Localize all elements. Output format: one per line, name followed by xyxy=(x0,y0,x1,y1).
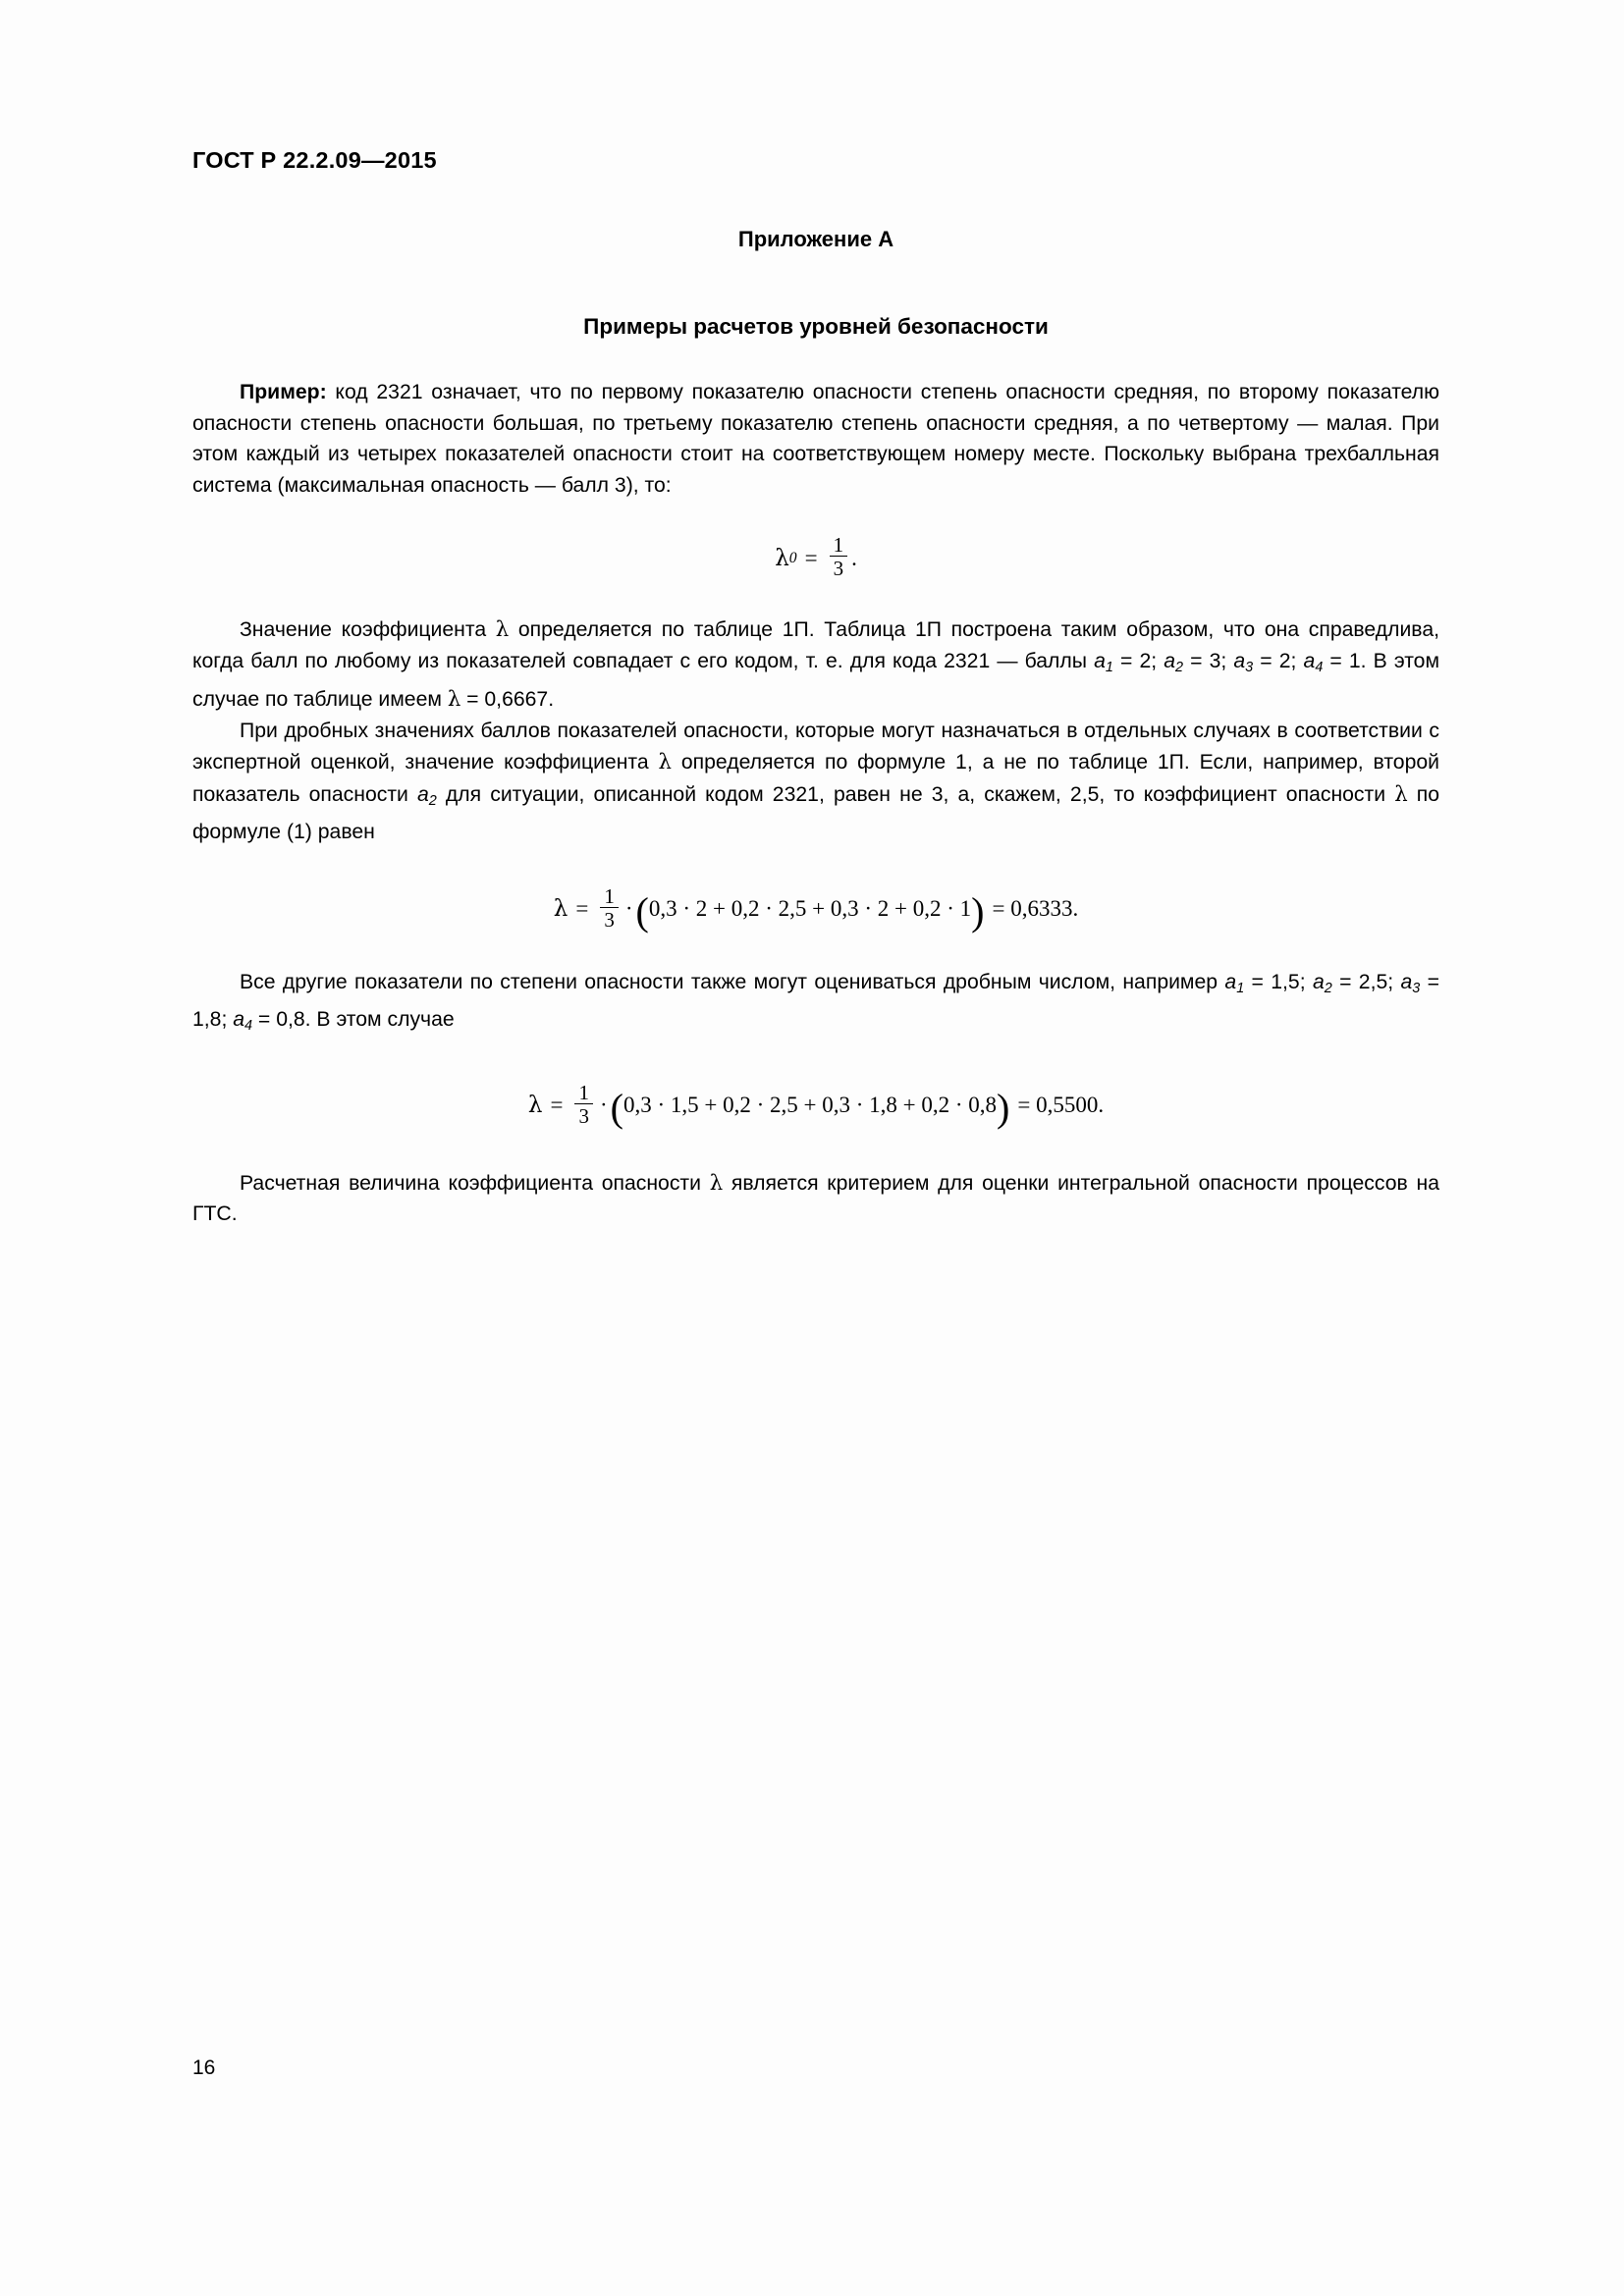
formula3-expression: 0,3 · 1,5 + 0,2 · 2,5 + 0,3 · 1,8 + 0,2 · 0,8 xyxy=(623,1093,998,1118)
p4-eq3: = 1,8; xyxy=(192,970,1439,1032)
lambda-symbol-2: λ xyxy=(447,686,461,712)
formula-lambda-6333: λ = $\frac{1}{3}$ · ( 0,3 · 2 + 0,2 · 2,5 + 0,3 · 2 + 0,2 · 1 ) = 0,6333. xyxy=(553,883,1079,934)
p4-a2-sub: 2 xyxy=(1324,980,1332,996)
p4-a3-sub: 3 xyxy=(1412,980,1421,996)
document-standard-code: ГОСТ Р 22.2.09—2015 xyxy=(192,147,437,173)
p3-a2-sub: 2 xyxy=(428,792,437,809)
formula3-numerator: 1 xyxy=(578,1080,589,1104)
appendix-label: Приложение А xyxy=(737,227,894,251)
page-number: 16 xyxy=(192,2056,216,2079)
lambda-symbol-3: λ xyxy=(658,749,672,774)
lambda-symbol: λ xyxy=(495,616,510,641)
paragraph-conclusion xyxy=(192,1167,1439,1230)
p4-a3: a xyxy=(1400,970,1413,993)
p2-a3: a xyxy=(1233,649,1246,672)
formula1-lhs-subscript: 0 xyxy=(788,549,797,566)
p4-eq1: = 1,5; xyxy=(1244,970,1313,993)
formula3-equals: = xyxy=(550,1093,564,1118)
formula2-result: = 0,6333. xyxy=(992,896,1079,922)
p4-text-1: Все другие показатели по степени опасности также могут оцениваться дробным числом, например xyxy=(240,970,1225,993)
p2-a4: a xyxy=(1303,649,1316,672)
p2-eq2: = 3; xyxy=(1183,649,1234,672)
formula1-lhs: λ xyxy=(775,545,789,571)
p4-a1-sub: 1 xyxy=(1236,980,1245,996)
p2-text-2: определяется по таблице 1П. Таблица 1П построена таким образом, что она справедлива, когда балл по любому из показателей совпадает с его кодом, т. е. для кода 2321 — баллы xyxy=(192,618,1439,672)
p4-a4-sub: 4 xyxy=(244,1018,253,1035)
formula3-lhs: λ xyxy=(527,1093,543,1119)
formula2-fraction xyxy=(600,883,619,932)
formula2-numerator: 1 xyxy=(604,883,615,908)
formula3-denominator: 3 xyxy=(574,1103,593,1127)
formula1-period: . xyxy=(851,545,857,570)
formula3-result: = 0,5500. xyxy=(1017,1093,1105,1118)
example-lead-label: Пример: xyxy=(240,381,327,403)
formula1-numerator: 1 xyxy=(833,533,844,557)
formula3-fraction xyxy=(574,1080,593,1128)
p4-a2: a xyxy=(1312,970,1325,993)
p3-text-2: определяется по формуле 1, а не по таблице 1П. Если, например, второй показатель опасности xyxy=(192,751,1439,806)
p4-a4: a xyxy=(233,1008,245,1032)
p2-eq4: = 1. В этом случае по таблице имеем xyxy=(192,649,1440,712)
p2-a4-sub: 4 xyxy=(1315,659,1324,675)
page-content xyxy=(192,147,1439,1230)
p2-eq1: = 2; xyxy=(1112,649,1164,672)
p2-a3-sub: 3 xyxy=(1245,659,1254,675)
formula-lambda-zero xyxy=(192,533,1439,580)
paragraph-table-reference xyxy=(192,614,1439,716)
paragraph-other-indicators xyxy=(192,967,1439,1042)
p2-text-1: Значение коэффициента xyxy=(240,618,496,641)
formula2-equals: = xyxy=(575,896,589,922)
lambda-symbol-4: λ xyxy=(1394,780,1408,806)
paragraph-fractional-scores xyxy=(192,716,1439,848)
p4-eq4: = 0,8. В этом случае xyxy=(252,1008,455,1032)
formula2-expression: 0,3 · 2 + 0,2 · 2,5 + 0,3 · 2 + 0,2 · 1 xyxy=(648,896,972,922)
formula1-equals: = xyxy=(804,545,818,570)
paragraph-example xyxy=(192,377,1439,501)
lambda-symbol-5: λ xyxy=(709,1169,724,1195)
p3-text-1: При дробных значениях баллов показателей опасности, которые могут назначаться в отдельных случаях в соответствии с экспертной оценкой, значение коэффициента xyxy=(192,719,1439,774)
p2-a1-sub: 1 xyxy=(1105,659,1113,675)
p2-a1: a xyxy=(1094,649,1106,672)
formula2-multiply: · xyxy=(624,896,633,922)
formula1-fraction xyxy=(830,535,848,579)
p3-text-3: для ситуации, описанной кодом 2321, равен не 3, а, скажем, 2,5, то коэффициент опасности xyxy=(436,782,1395,806)
p5-text-1: Расчетная величина коэффициента опасности xyxy=(240,1171,710,1195)
section-title: Примеры расчетов уровней безопасности xyxy=(583,314,1049,339)
p3-text-4: по формуле (1) равен xyxy=(192,782,1439,844)
p2-a2-sub: 2 xyxy=(1175,659,1184,675)
formula3-multiply: · xyxy=(599,1093,608,1118)
formula1-denominator: 3 xyxy=(830,556,848,579)
p4-eq2: = 2,5; xyxy=(1331,970,1401,993)
formula-lambda-5500: λ = $\frac{1}{3}$ · ( 0,3 · 1,5 + 0,2 · 2,5 + 0,3 · 1,8 + 0,2 · 0,8 ) = 0,5500. xyxy=(527,1080,1105,1131)
p4-a1: a xyxy=(1224,970,1237,993)
p2-eq3: = 2; xyxy=(1253,649,1304,672)
formula2-lhs: λ xyxy=(553,896,568,923)
p3-a2: a xyxy=(417,782,429,806)
example-body-text: код 2321 означает, что по первому показателю опасности степень опасности средняя, по второму показателю опасности степень опасности большая, по третьему показателю степень опасности средняя, а по четвертому — малая. При этом каждый из четырех показателей опасности стоит на соответствующем номеру месте. Поскольку выбрана трехбалльная система (максимальная опасность — балл 3), то: xyxy=(192,381,1439,497)
p5-text-2: является критерием для оценки интегральной опасности процессов на ГТС. xyxy=(192,1171,1439,1226)
p2-a2: a xyxy=(1164,649,1176,672)
formula2-denominator: 3 xyxy=(600,907,619,931)
p2-tail: = 0,6667. xyxy=(460,688,555,712)
